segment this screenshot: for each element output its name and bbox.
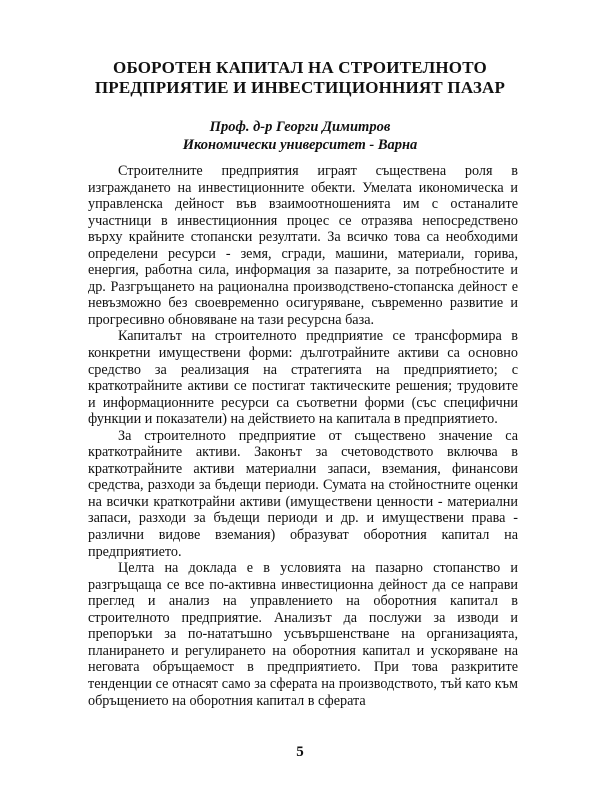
- author-block: [60, 118, 540, 154]
- author-name: Проф. д-р Георги Димитров: [209, 119, 391, 135]
- author-affiliation: Икономически университет - Варна: [182, 137, 418, 153]
- paragraph-2: Капиталът на строителното предприятие се трансформира в конкретни имуществени форми: дълготрайните активи са основно средство за реализация на стратегията на предприятието; с краткотрайните активи се постигат тактическите решения; трудовите и информационните ресурси са съответни форми (със специфични функции и показатели) на действието на капитала в предприятието.: [88, 328, 518, 428]
- paragraph-1: Строителните предприятия играят съществена роля в изграждането на инвестиционните обекти. Умелата икономическа и управленска дейност във взаимоотношенията им с останалите участници в инвестиционния процес се отразява непосредствено върху крайните стопански резултати. За всичко това са необходими определени ресурси - земя, сгради, машини, материали, горива, енергия, работна сила, информация за пазарите, за потребностите и др. Разгръщането на рационална производствено-стопанска дейност е невъзможно без своевременно осигуряване, съвременно развитие и прогресивно обновяване на тази ресурсна база.: [88, 163, 518, 328]
- body-text: [88, 163, 518, 709]
- paper-title-line-1: ОБОРОТЕН КАПИТАЛ НА СТРОИТЕЛНОТО: [113, 58, 487, 77]
- paper-title: [60, 58, 540, 98]
- page-number: 5: [296, 744, 304, 760]
- paragraph-3: За строителното предприятие от съществено значение са краткотрайните активи. Законът за счетоводството включва в краткотрайните активи материални запаси, вземания, финансови средства, разходи за бъдещи периоди. Сумата на стойностните оценки на всички краткотрайни активи (имуществени ценности - материални запаси, разходи за бъдещи периоди и др. и имуществени права - различни видове вземания) образуват оборотния капитал на предприятието.: [88, 427, 518, 560]
- paragraph-4: Целта на доклада е в условията на пазарно стопанство и разгръщаща се все по-активна инвестиционна дейност да се направи преглед и анализ на управлението на оборотния капитал в строителното предприятие. Анализът да послужи за изводи и препоръки за по-нататъшно усъвършенстване на организацията, планирането и регулирането на оборотния капитал и ускоряване на неговата обръщаемост в предприятието. При това разкритите тенденции се отнасят само за сферата на производството, тъй като към обръщението на оборотния капитал в сферата: [88, 560, 518, 709]
- paper-title-line-2: ПРЕДПРИЯТИЕ И ИНВЕСТИЦИОННИЯТ ПАЗАР: [94, 78, 506, 97]
